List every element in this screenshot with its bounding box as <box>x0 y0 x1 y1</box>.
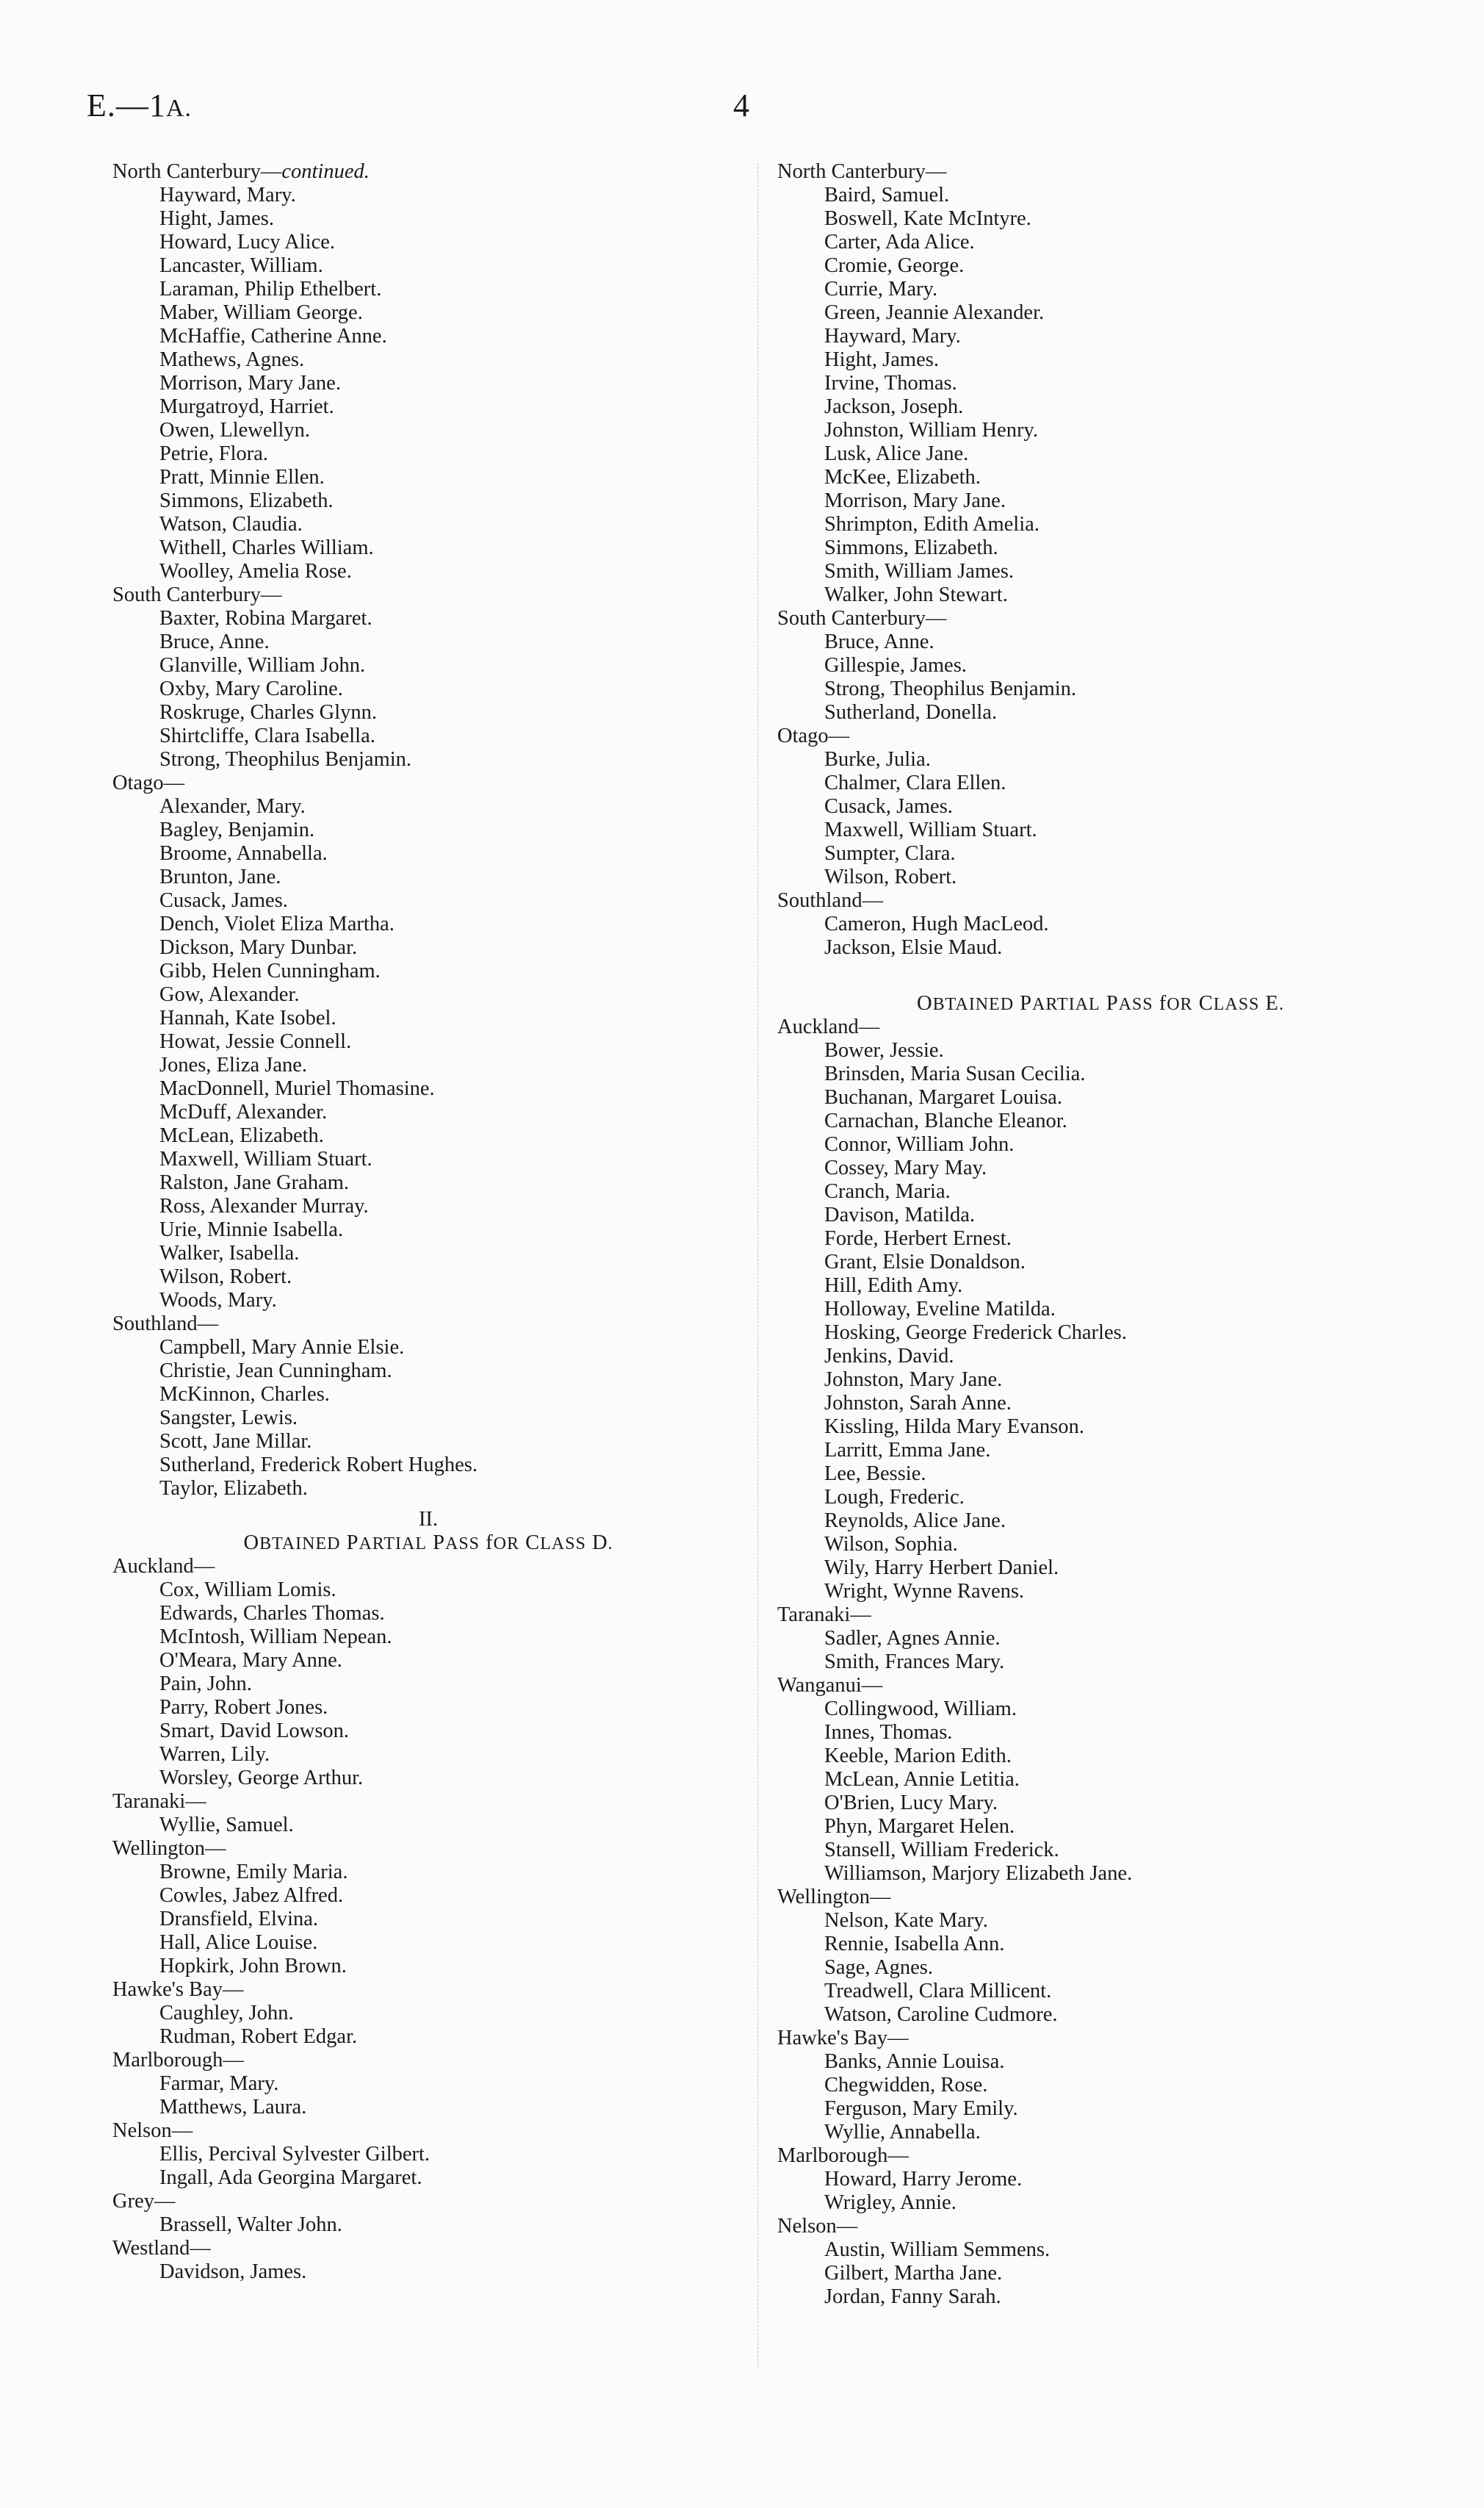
heading-word: E. <box>1265 992 1284 1015</box>
candidate-name: McLean, Annie Letitia. <box>824 1768 1020 1791</box>
candidate-name: Strong, Theophilus Benjamin. <box>824 678 1077 700</box>
candidate-name: Sumpter, Clara. <box>824 842 956 865</box>
candidate-name: Austin, William Semmens. <box>824 2238 1051 2261</box>
candidate-name: Morrison, Mary Jane. <box>824 489 1006 512</box>
candidate-name: Chegwidden, Rose. <box>824 2074 988 2096</box>
region-heading-text: Southland— <box>112 1312 219 1335</box>
candidate-name: Hannah, Kate Isobel. <box>159 1007 336 1030</box>
candidate-name: Maxwell, William Stuart. <box>824 819 1037 841</box>
candidate-name: McIntosh, William Nepean. <box>159 1625 392 1648</box>
page-number: 4 <box>733 87 749 123</box>
candidate-name: Ingall, Ada Georgina Margaret. <box>159 2166 422 2189</box>
candidate-name: Wilson, Robert. <box>824 866 957 888</box>
candidate-name: Lough, Frederic. <box>824 1486 965 1509</box>
region-heading <box>112 2049 744 2072</box>
candidate-name: Hight, James. <box>824 348 939 371</box>
candidate-name: Simmons, Elizabeth. <box>824 536 998 559</box>
candidate-name: Owen, Llewellyn. <box>159 419 310 442</box>
candidate-name: Shrimpton, Edith Amelia. <box>824 513 1040 536</box>
candidate-name: Bower, Jessie. <box>824 1039 944 1062</box>
candidate-name: Johnston, Sarah Anne. <box>824 1392 1012 1415</box>
section-heading <box>112 1531 744 1555</box>
region-heading-text: Wellington— <box>112 1837 226 1860</box>
candidate-name: Cromie, George. <box>824 254 965 277</box>
spacer <box>777 960 1424 992</box>
candidate-name: Davidson, James. <box>159 2260 307 2283</box>
candidate-name: Smith, Frances Mary. <box>824 1650 1005 1673</box>
candidate-name: Jackson, Elsie Maud. <box>824 936 1003 959</box>
region-heading <box>777 2215 1424 2238</box>
candidate-name: Davison, Matilda. <box>824 1204 976 1226</box>
candidate-name: Simmons, Elizabeth. <box>159 489 334 512</box>
candidate-name: Jackson, Joseph. <box>824 395 964 418</box>
candidate-name: Wright, Wynne Ravens. <box>824 1580 1025 1603</box>
candidate-name: McDuff, Alexander. <box>159 1101 328 1124</box>
candidate-name: O'Brien, Lucy Mary. <box>824 1792 998 1814</box>
candidate-name: Farmar, Mary. <box>159 2072 279 2095</box>
candidate-name: O'Meara, Mary Anne. <box>159 1649 342 1672</box>
candidate-name: Bruce, Anne. <box>159 630 270 653</box>
region-heading <box>112 160 744 184</box>
candidate-name: Wrigley, Annie. <box>824 2191 957 2214</box>
candidate-name: Dench, Violet Eliza Martha. <box>159 913 395 935</box>
region-heading <box>112 1978 744 2002</box>
candidate-name: Lee, Bessie. <box>824 1462 926 1485</box>
candidate-name: Matthews, Laura. <box>159 2096 307 2119</box>
candidate-name: Cranch, Maria. <box>824 1180 951 1203</box>
region-heading <box>777 1886 1424 1909</box>
candidate-name: Hayward, Mary. <box>159 184 296 206</box>
candidate-name: Green, Jeannie Alexander. <box>824 301 1045 324</box>
candidate-name: Hill, Edith Amy. <box>824 1274 963 1297</box>
region-heading-text: Wanganui— <box>777 1674 883 1697</box>
candidate-name: Lancaster, William. <box>159 254 323 277</box>
candidate-name: Carnachan, Blanche Eleanor. <box>824 1110 1067 1132</box>
region-heading-text: North Canterbury— <box>112 160 282 183</box>
region-heading <box>112 1837 744 1861</box>
region-heading-text: Otago— <box>777 725 850 747</box>
candidate-name: Walker, John Stewart. <box>824 583 1008 606</box>
candidate-name: Sutherland, Frederick Robert Hughes. <box>159 1454 478 1476</box>
candidate-name: Watson, Caroline Cudmore. <box>824 2003 1058 2026</box>
heading-word: CLASS <box>1198 992 1260 1015</box>
candidate-name: Warren, Lily. <box>159 1743 270 1766</box>
continued-label: continued. <box>281 160 370 183</box>
candidate-name: Maxwell, William Stuart. <box>159 1148 372 1171</box>
region-heading-text: Otago— <box>112 772 185 794</box>
candidate-name: Roskruge, Charles Glynn. <box>159 701 378 724</box>
candidate-name: Taylor, Elizabeth. <box>159 1477 308 1500</box>
candidate-name: Morrison, Mary Jane. <box>159 372 341 395</box>
candidate-name: Sutherland, Donella. <box>824 701 998 724</box>
candidate-name: Woolley, Amelia Rose. <box>159 560 352 583</box>
candidate-name: Treadwell, Clara Millicent. <box>824 1980 1052 2002</box>
candidate-name: Hosking, George Frederick Charles. <box>824 1321 1127 1344</box>
candidate-name: Carter, Ada Alice. <box>824 231 975 254</box>
section-heading <box>777 992 1424 1016</box>
region-heading <box>112 1790 744 1814</box>
candidate-name: McKinnon, Charles. <box>159 1383 330 1406</box>
candidate-name: Johnston, William Henry. <box>824 419 1038 442</box>
candidate-name: Petrie, Flora. <box>159 442 269 465</box>
candidate-name: Howard, Harry Jerome. <box>824 2168 1023 2191</box>
region-heading-text: Marlborough— <box>777 2144 909 2167</box>
candidate-name: Wyllie, Samuel. <box>159 1814 294 1836</box>
candidate-name: Boswell, Kate McIntyre. <box>824 207 1031 230</box>
candidate-name: Brassell, Walter John. <box>159 2213 342 2236</box>
region-heading-text: Wellington— <box>777 1886 891 1908</box>
candidate-name: Wilson, Sophia. <box>824 1533 958 1556</box>
region-heading-text: North Canterbury— <box>777 160 947 183</box>
region-heading <box>777 1674 1424 1697</box>
candidate-name: Dransfield, Elvina. <box>159 1908 319 1930</box>
heading-word: CLASS <box>525 1531 586 1554</box>
candidate-name: Ralston, Jane Graham. <box>159 1171 350 1194</box>
candidate-name: Laraman, Philip Ethelbert. <box>159 278 382 301</box>
candidate-name: Gilbert, Martha Jane. <box>824 2262 1003 2285</box>
candidate-name: Johnston, Mary Jane. <box>824 1368 1003 1391</box>
heading-word: PASS <box>1106 992 1153 1015</box>
candidate-name: Reynolds, Alice Jane. <box>824 1509 1006 1532</box>
candidate-name: Caughley, John. <box>159 2002 294 2024</box>
candidate-name: Wilson, Robert. <box>159 1265 292 1288</box>
candidate-name: Howat, Jessie Connell. <box>159 1030 352 1053</box>
candidate-name: Jenkins, David. <box>824 1345 954 1368</box>
document-code-suffix: A. <box>165 95 192 122</box>
region-heading <box>112 1555 744 1578</box>
candidate-name: Campbell, Mary Annie Elsie. <box>159 1336 405 1359</box>
region-heading-text: Hawke's Bay— <box>112 1978 244 2001</box>
candidate-name: Jordan, Fanny Sarah. <box>824 2285 1001 2308</box>
region-heading <box>112 583 744 607</box>
candidate-name: Ellis, Percival Sylvester Gilbert. <box>159 2143 431 2166</box>
candidate-name: Gow, Alexander. <box>159 983 300 1006</box>
candidate-name: Scott, Jane Millar. <box>159 1430 312 1453</box>
left-column <box>112 160 744 2284</box>
candidate-name: Holloway, Eveline Matilda. <box>824 1298 1056 1321</box>
candidate-name: Forde, Herbert Ernest. <box>824 1227 1012 1250</box>
candidate-name: Smith, William James. <box>824 560 1014 583</box>
candidate-name: Phyn, Margaret Helen. <box>824 1815 1015 1838</box>
region-heading-text: Nelson— <box>112 2119 193 2142</box>
candidate-name: Hopkirk, John Brown. <box>159 1955 347 1977</box>
candidate-name: Williamson, Marjory Elizabeth Jane. <box>824 1862 1133 1885</box>
candidate-name: Ross, Alexander Murray. <box>159 1195 369 1218</box>
heading-word: fOR <box>1159 992 1193 1015</box>
candidate-name: Hight, James. <box>159 207 274 230</box>
candidate-name: Burke, Julia. <box>824 748 931 771</box>
candidate-name: Hayward, Mary. <box>824 325 961 348</box>
document-code <box>87 87 192 124</box>
region-heading-text: Grey— <box>112 2190 176 2213</box>
region-heading <box>112 772 744 795</box>
candidate-name: Baxter, Robina Margaret. <box>159 607 372 630</box>
region-heading-text: Westland— <box>112 2237 211 2260</box>
candidate-name: Jones, Eliza Jane. <box>159 1054 308 1077</box>
candidate-name: Rennie, Isabella Ann. <box>824 1933 1005 1955</box>
candidate-name: Banks, Annie Louisa. <box>824 2050 1005 2073</box>
candidate-name: Edwards, Charles Thomas. <box>159 1602 385 1625</box>
candidate-name: Pratt, Minnie Ellen. <box>159 466 325 489</box>
region-heading-text: Southland— <box>777 889 884 912</box>
candidate-name: Stansell, William Frederick. <box>824 1839 1059 1861</box>
candidate-name: Worsley, George Arthur. <box>159 1767 364 1789</box>
candidate-name: Urie, Minnie Isabella. <box>159 1218 344 1241</box>
candidate-name: Shirtcliffe, Clara Isabella. <box>159 725 375 747</box>
region-heading-text: Nelson— <box>777 2215 858 2238</box>
region-heading <box>777 1603 1424 1627</box>
region-heading <box>777 2027 1424 2050</box>
candidate-name: Woods, Mary. <box>159 1289 277 1312</box>
candidate-name: Gillespie, James. <box>824 654 967 677</box>
region-heading-text: South Canterbury— <box>112 583 282 606</box>
candidate-name: Irvine, Thomas. <box>824 372 957 395</box>
candidate-name: Collingwood, William. <box>824 1697 1017 1720</box>
candidate-name: Alexander, Mary. <box>159 795 306 818</box>
candidate-name: McHaffie, Catherine Anne. <box>159 325 387 348</box>
region-heading <box>112 2119 744 2143</box>
column-divider <box>757 163 758 2368</box>
region-heading <box>777 607 1424 630</box>
candidate-name: Sangster, Lewis. <box>159 1406 298 1429</box>
candidate-name: Larritt, Emma Jane. <box>824 1439 991 1462</box>
region-heading <box>112 2237 744 2260</box>
region-heading <box>777 725 1424 748</box>
candidate-name: Withell, Charles William. <box>159 536 374 559</box>
candidate-name: Broome, Annabella. <box>159 842 328 865</box>
candidate-name: Baird, Samuel. <box>824 184 950 206</box>
region-heading <box>112 2190 744 2213</box>
region-heading <box>777 160 1424 184</box>
region-heading-text: Auckland— <box>112 1555 215 1578</box>
region-heading <box>777 889 1424 913</box>
candidate-name: Buchanan, Margaret Louisa. <box>824 1086 1062 1109</box>
candidate-name: Wily, Harry Herbert Daniel. <box>824 1556 1059 1579</box>
candidate-name: Lusk, Alice Jane. <box>824 442 969 465</box>
candidate-name: Nelson, Kate Mary. <box>824 1909 988 1932</box>
candidate-name: Pain, John. <box>159 1672 252 1695</box>
candidate-name: Christie, Jean Cunningham. <box>159 1359 392 1382</box>
candidate-name: Cossey, Mary May. <box>824 1157 987 1179</box>
candidate-name: Wyllie, Annabella. <box>824 2121 981 2144</box>
candidate-name: Oxby, Mary Caroline. <box>159 678 343 700</box>
candidate-name: Watson, Claudia. <box>159 513 303 536</box>
candidate-name: Brunton, Jane. <box>159 866 281 888</box>
document-code-main: E.—1 <box>87 87 166 123</box>
region-heading-text: Taranaki— <box>112 1790 206 1813</box>
candidate-name: Cowles, Jabez Alfred. <box>159 1884 344 1907</box>
candidate-name: Parry, Robert Jones. <box>159 1696 328 1719</box>
candidate-name: Connor, William John. <box>824 1133 1015 1156</box>
region-heading-text: Taranaki— <box>777 1603 871 1626</box>
candidate-name: Walker, Isabella. <box>159 1242 300 1265</box>
candidate-name: Sage, Agnes. <box>824 1956 934 1979</box>
candidate-name: Brinsden, Maria Susan Cecilia. <box>824 1063 1086 1085</box>
right-column <box>777 160 1424 2309</box>
candidate-name: Cameron, Hugh MacLeod. <box>824 913 1049 935</box>
region-heading-text: Hawke's Bay— <box>777 2027 909 2049</box>
candidate-name: Cusack, James. <box>159 889 288 912</box>
candidate-name: Ferguson, Mary Emily. <box>824 2097 1018 2120</box>
region-heading <box>112 1312 744 1336</box>
candidate-name: Chalmer, Clara Ellen. <box>824 772 1006 794</box>
region-heading <box>777 1016 1424 1039</box>
candidate-name: McLean, Elizabeth. <box>159 1124 324 1147</box>
candidate-name: Gibb, Helen Cunningham. <box>159 960 381 982</box>
region-heading-text: South Canterbury— <box>777 607 947 630</box>
candidate-name: Bagley, Benjamin. <box>159 819 315 841</box>
candidate-name: MacDonnell, Muriel Thomasine. <box>159 1077 435 1100</box>
candidate-name: Murgatroyd, Harriet. <box>159 395 334 418</box>
candidate-name: Dickson, Mary Dunbar. <box>159 936 358 959</box>
heading-word: PASS <box>433 1531 480 1554</box>
heading-word: PARTIAL <box>346 1531 427 1554</box>
candidate-name: Hall, Alice Louise. <box>159 1931 318 1954</box>
heading-word: D. <box>591 1531 613 1554</box>
candidate-name: Strong, Theophilus Benjamin. <box>159 748 412 771</box>
candidate-name: Howard, Lucy Alice. <box>159 231 336 254</box>
region-heading-text: Auckland— <box>777 1016 880 1038</box>
candidate-name: Kissling, Hilda Mary Evanson. <box>824 1415 1084 1438</box>
heading-word: OBTAINED <box>243 1531 341 1554</box>
candidate-name: Grant, Elsie Donaldson. <box>824 1251 1026 1273</box>
heading-word: PARTIAL <box>1020 992 1101 1015</box>
candidate-name: Cox, William Lomis. <box>159 1578 336 1601</box>
region-heading-text: Marlborough— <box>112 2049 244 2072</box>
candidate-name: Rudman, Robert Edgar. <box>159 2025 358 2048</box>
candidate-name: Cusack, James. <box>824 795 953 818</box>
candidate-name: Browne, Emily Maria. <box>159 1861 348 1883</box>
section-number: II. <box>418 1508 439 1531</box>
candidate-name: Maber, William George. <box>159 301 363 324</box>
region-heading <box>777 2144 1424 2168</box>
candidate-name: McKee, Elizabeth. <box>824 466 981 489</box>
candidate-name: Bruce, Anne. <box>824 630 934 653</box>
candidate-name: Mathews, Agnes. <box>159 348 305 371</box>
candidate-name: Sadler, Agnes Annie. <box>824 1627 1001 1650</box>
heading-word: fOR <box>486 1531 519 1554</box>
heading-word: OBTAINED <box>917 992 1015 1015</box>
candidate-name: Smart, David Lowson. <box>159 1720 350 1742</box>
candidate-name: Innes, Thomas. <box>824 1721 953 1744</box>
candidate-name: Glanville, William John. <box>159 654 366 677</box>
candidate-name: Keeble, Marion Edith. <box>824 1745 1012 1767</box>
candidate-name: Currie, Mary. <box>824 278 938 301</box>
